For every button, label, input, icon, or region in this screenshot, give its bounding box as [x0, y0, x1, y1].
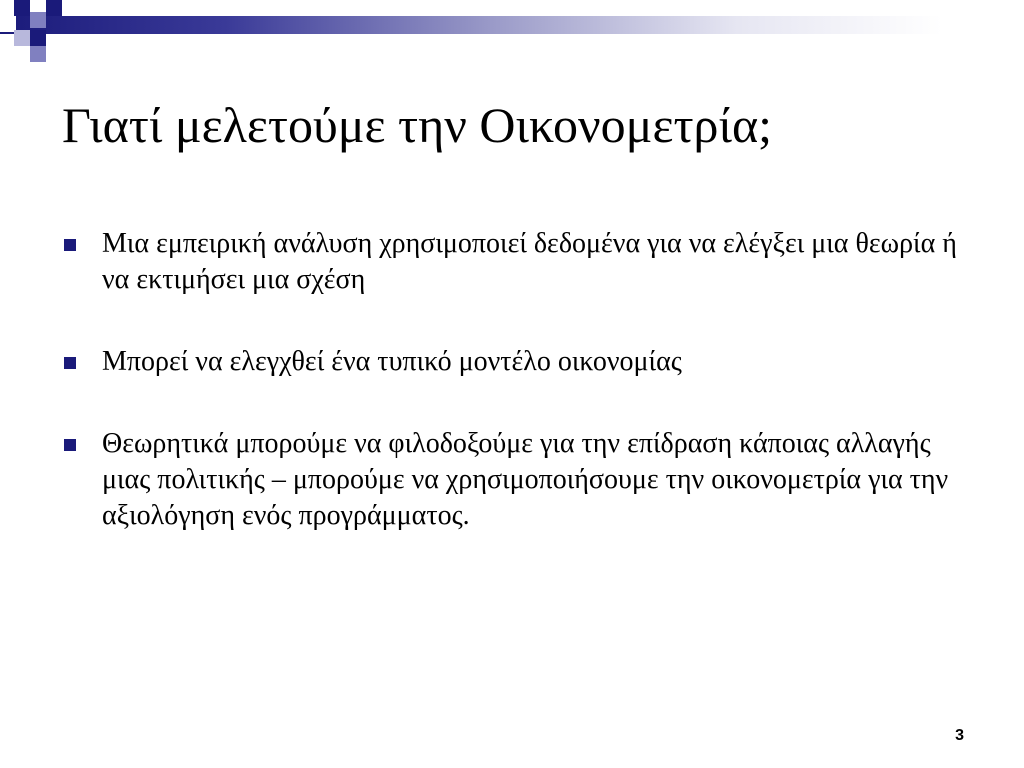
bullet-list	[62, 226, 972, 580]
bullet-item	[62, 426, 972, 534]
bullet-text: Μια εμπειρική ανάλυση χρησιμοποιεί δεδομένα για να ελέγξει μια θεωρία ή να εκτιμήσει μια σχέση	[102, 228, 957, 295]
bullet-item	[62, 344, 972, 380]
bullet-item	[62, 226, 972, 298]
decor-square	[14, 30, 30, 46]
bullet-text: Μπορεί να ελεγχθεί ένα τυπικό μοντέλο οικονομίας	[102, 346, 682, 377]
decor-square	[30, 46, 46, 62]
decor-square	[30, 12, 46, 28]
header-gradient-band	[0, 16, 1024, 34]
square-bullet-icon	[64, 357, 76, 369]
slide-number: 3	[955, 727, 964, 744]
decor-square	[30, 30, 46, 46]
bullet-text: Θεωρητικά μπορούμε να φιλοδοξούμε για την επίδραση κάποιας αλλαγής μιας πολιτικής – μπορούμε να χρησιμοποιήσουμε την οικονομετρία για την αξιολόγηση ενός προγράμματος.	[102, 428, 949, 531]
square-bullet-icon	[64, 239, 76, 251]
slide-title: Γιατί μελετούμε την Οικονομετρία;	[62, 97, 773, 153]
square-bullet-icon	[64, 439, 76, 451]
decor-square	[14, 0, 30, 16]
decor-square	[46, 0, 62, 16]
